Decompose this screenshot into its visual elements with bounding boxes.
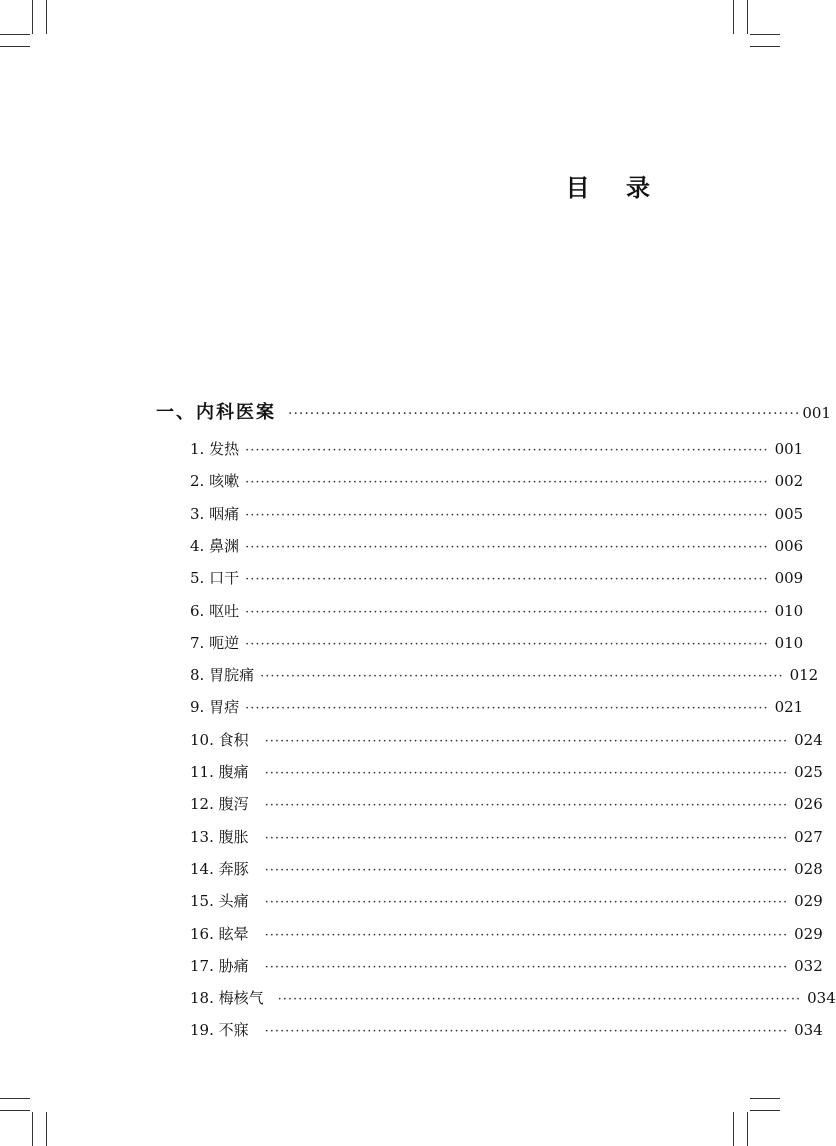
toc-item-page: 009: [774, 569, 804, 588]
toc-item: [190, 761, 823, 785]
toc-item-page: 029: [794, 924, 823, 943]
toc-item-label: 5. 口干: [190, 569, 240, 588]
toc-item: [190, 535, 804, 559]
toc-item-page: 010: [774, 601, 804, 620]
toc-item: [190, 729, 823, 753]
toc-item-label: 10. 食积: [190, 730, 249, 749]
crop-mark-bottom-right-h2: [750, 1110, 780, 1111]
crop-mark-bottom-left-v2: [46, 1112, 47, 1146]
toc-item-page: 028: [794, 859, 823, 878]
toc-item: [190, 793, 823, 817]
toc-item: [190, 664, 819, 688]
crop-mark-top-right-v2: [747, 0, 748, 34]
toc-item: [190, 470, 804, 494]
toc-item-label: 19. 不寐: [190, 1021, 249, 1040]
toc-item-label: 8. 胃脘痛: [190, 666, 255, 685]
toc-item: [190, 890, 823, 914]
toc-item-label: 4. 鼻渊: [190, 536, 240, 555]
toc-leader-dots: ······································································································: [260, 669, 784, 685]
toc-item-page: 001: [774, 440, 804, 458]
crop-mark-bottom-right-v1: [733, 1112, 734, 1146]
toc-leader-dots: ······································································································: [264, 1024, 789, 1040]
toc-item: [190, 826, 823, 850]
toc-item-page: 006: [774, 536, 804, 555]
toc-item: [190, 1019, 823, 1043]
toc-leader-dots: ······································································································: [245, 475, 769, 491]
page-title: 目 录: [565, 173, 664, 202]
toc-item: [190, 987, 836, 1011]
crop-mark-top-left-h2: [0, 46, 30, 47]
toc-item-page: 002: [774, 472, 804, 491]
toc-item-label: 2. 咳嗽: [190, 472, 240, 491]
crop-mark-top-right-h2: [750, 46, 780, 47]
crop-mark-top-left-h1: [0, 34, 30, 35]
crop-mark-top-left-v2: [46, 0, 47, 34]
toc-item-page: 024: [794, 730, 823, 749]
toc-item: [190, 696, 804, 720]
toc-item-label: 12. 腹泻: [190, 795, 249, 814]
toc-item: [190, 600, 804, 624]
toc-leader-dots: ······································································································: [264, 766, 789, 781]
toc-leader-dots: ······································································································: [245, 572, 769, 588]
toc-section-label: 一、内科医案: [156, 402, 276, 423]
toc-leader-dots: ······································································································: [264, 895, 789, 911]
toc-item-label: 14. 奔豚: [190, 859, 249, 878]
toc-item: [190, 858, 823, 882]
toc-item-label: 3. 咽痛: [190, 504, 240, 523]
toc-leader-dots: ······································································································: [245, 604, 769, 620]
crop-mark-bottom-left-h1: [0, 1098, 30, 1099]
toc-item-label: 17. 胁痛: [190, 956, 249, 975]
toc-item: [190, 923, 823, 947]
toc-item-label: 13. 腹胀: [190, 827, 249, 846]
toc-item-page: 034: [794, 1021, 823, 1040]
toc-item-label: 6. 呕吐: [190, 601, 240, 620]
toc-item-page: 012: [789, 666, 819, 685]
toc-leader-dots: ······································································································: [264, 927, 789, 943]
toc-item-page: 005: [774, 504, 804, 523]
toc-leader-dots: ······································································································: [264, 733, 789, 749]
crop-mark-top-right-v1: [733, 0, 734, 34]
crop-mark-bottom-right-v2: [747, 1112, 748, 1146]
toc-item-page: 026: [794, 795, 823, 814]
toc-item: [190, 567, 804, 591]
toc-leader-dots: ······································································································: [245, 539, 769, 555]
toc-leader-dots: ······································································································: [245, 701, 769, 717]
toc-item-label: 1. 发热: [190, 440, 240, 458]
toc-item: [190, 955, 823, 979]
toc-leader-dots: ······································································································: [264, 959, 789, 975]
toc-section-heading: [156, 398, 831, 423]
toc-item-page: 027: [794, 827, 823, 846]
toc-item: [190, 503, 804, 527]
toc-item-label: 18. 梅核气: [190, 989, 264, 1008]
toc-item-label: 11. 腹痛: [190, 763, 249, 781]
crop-mark-bottom-left-h2: [0, 1110, 30, 1111]
toc-leader-dots: ······································································································: [264, 798, 789, 814]
toc-leader-dots: ······································································································: [245, 443, 769, 458]
crop-mark-bottom-left-v1: [32, 1112, 33, 1146]
toc-item-label: 7. 呃逆: [190, 633, 240, 652]
crop-mark-bottom-right-h1: [750, 1098, 780, 1099]
toc-leader-dots: ······································································································: [277, 992, 802, 1008]
toc-item-page: 025: [794, 763, 823, 781]
crop-mark-top-left-v1: [32, 0, 33, 34]
crop-mark-top-right-h1: [750, 34, 780, 35]
toc-leader-dots: ······································································································: [245, 507, 769, 523]
toc-item-page: 034: [807, 989, 836, 1008]
toc-item-page: 029: [794, 892, 823, 911]
toc-item: [190, 438, 804, 462]
toc-item: [190, 632, 804, 656]
toc-item-page: 010: [774, 633, 804, 652]
toc-leader-dots: ······································································································: [264, 862, 789, 878]
toc-section-page: 001: [802, 404, 831, 422]
toc-leader-dots: ······································································································: [245, 636, 769, 652]
toc-leader-dots: ······································································································: [264, 830, 789, 846]
toc-item-label: 16. 眩晕: [190, 924, 249, 943]
toc-item-page: 032: [794, 956, 823, 975]
toc-item-label: 15. 头痛: [190, 892, 249, 911]
toc-item-page: 021: [774, 698, 804, 717]
toc-item-label: 9. 胃痞: [190, 698, 240, 717]
toc-leader-dots: ······························································································: [288, 406, 801, 422]
